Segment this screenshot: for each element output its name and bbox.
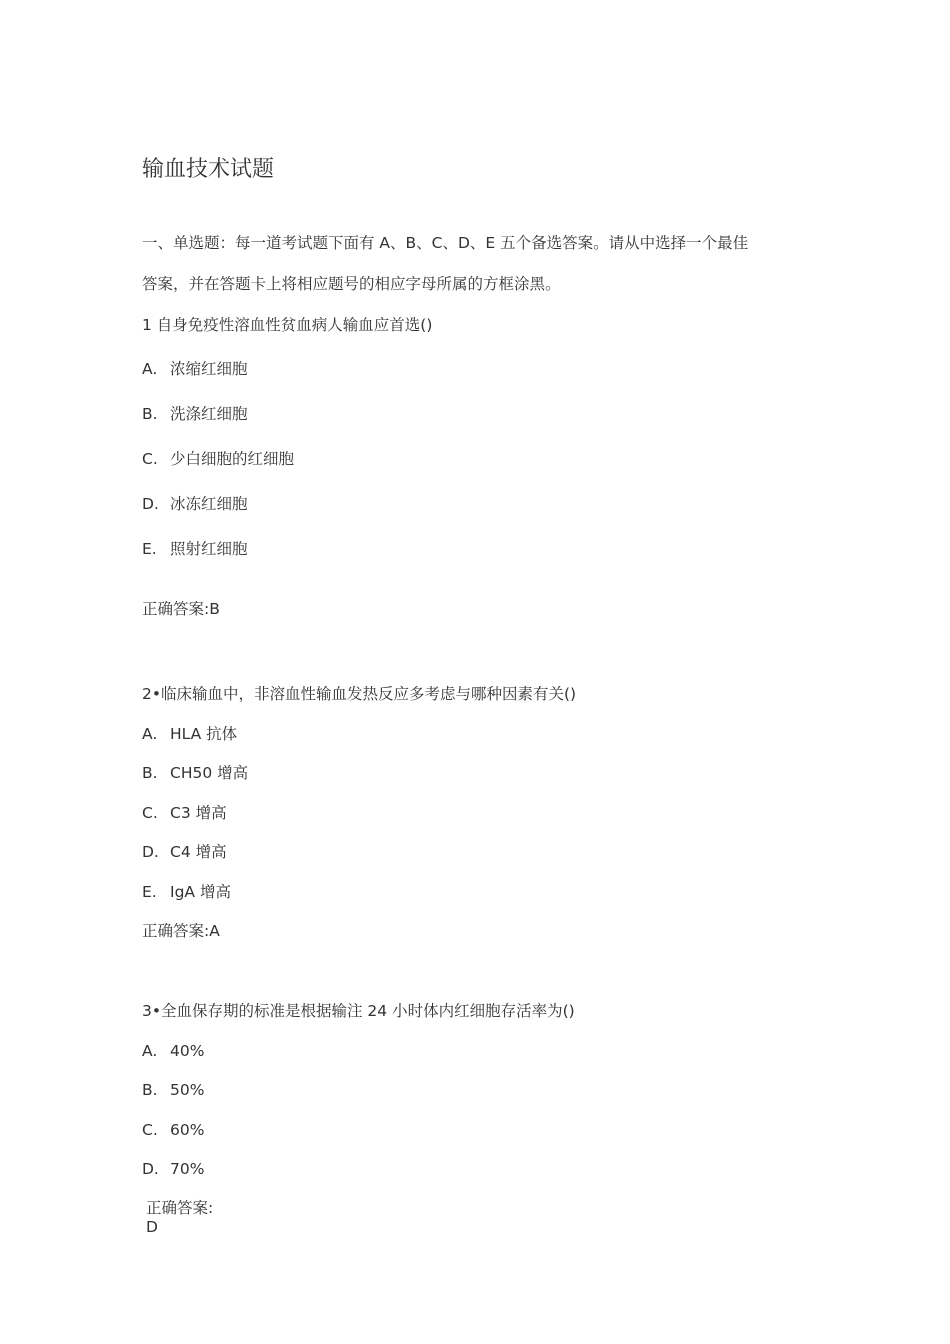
instructions-line-1: 一、单选题：每一道考试题下面有 A、B、C、D、E 五个备选答案。请从中选择一个最佳 bbox=[142, 234, 749, 252]
option-text: CH50 增高 bbox=[170, 764, 249, 782]
option-letter: E. bbox=[142, 540, 157, 558]
option-letter: D. bbox=[142, 1160, 159, 1178]
option-e bbox=[142, 885, 231, 901]
option-letter: C. bbox=[142, 1121, 158, 1139]
option-d bbox=[142, 845, 227, 861]
correct-answer: 正确答案:A bbox=[142, 922, 220, 940]
option-d bbox=[142, 497, 248, 513]
correct-answer-label: 正确答案: bbox=[146, 1199, 214, 1217]
option-text: 冰冻红细胞 bbox=[170, 495, 248, 513]
option-a bbox=[142, 727, 237, 743]
correct-answer-value: D bbox=[146, 1218, 158, 1236]
option-text: 浓缩红细胞 bbox=[170, 360, 248, 378]
option-text: C4 增高 bbox=[170, 843, 227, 861]
option-text: IgA 增高 bbox=[170, 883, 231, 901]
option-c bbox=[142, 806, 227, 822]
instructions-line-2: 答案，并在答题卡上将相应题号的相应字母所属的方框涂黑。 bbox=[142, 275, 561, 293]
option-text: 60% bbox=[170, 1121, 205, 1139]
option-b bbox=[142, 1083, 204, 1099]
option-a bbox=[142, 362, 248, 378]
option-text: 洗涤红细胞 bbox=[170, 405, 248, 423]
option-text: 70% bbox=[170, 1160, 205, 1178]
option-letter: E. bbox=[142, 883, 157, 901]
option-text: 少白细胞的红细胞 bbox=[170, 450, 295, 468]
correct-answer: 正确答案:B bbox=[142, 600, 220, 618]
option-b bbox=[142, 407, 248, 423]
option-d bbox=[142, 1162, 204, 1178]
option-c bbox=[142, 452, 294, 468]
option-letter: B. bbox=[142, 1081, 158, 1099]
option-letter: A. bbox=[142, 725, 158, 743]
option-text: 照射红细胞 bbox=[170, 540, 248, 558]
option-text: C3 增高 bbox=[170, 804, 227, 822]
option-letter: C. bbox=[142, 450, 158, 468]
option-a bbox=[142, 1044, 204, 1060]
option-letter: D. bbox=[142, 843, 159, 861]
question-stem: 1 自身免疫性溶血性贫血病人输血应首选() bbox=[142, 316, 433, 334]
option-c bbox=[142, 1123, 204, 1139]
question-stem: 3•全血保存期的标准是根据输注 24 小时体内红细胞存活率为() bbox=[142, 1002, 575, 1020]
document-title: 输血技术试题 bbox=[142, 157, 275, 182]
question-stem: 2•临床输血中，非溶血性输血发热反应多考虑与哪种因素有关() bbox=[142, 685, 577, 703]
option-letter: B. bbox=[142, 405, 158, 423]
option-letter: A. bbox=[142, 1042, 158, 1060]
option-text: 50% bbox=[170, 1081, 205, 1099]
option-text: HLA 抗体 bbox=[170, 725, 238, 743]
option-e bbox=[142, 542, 248, 558]
option-b bbox=[142, 766, 248, 782]
option-letter: A. bbox=[142, 360, 158, 378]
option-text: 40% bbox=[170, 1042, 205, 1060]
option-letter: B. bbox=[142, 764, 158, 782]
option-letter: D. bbox=[142, 495, 159, 513]
option-letter: C. bbox=[142, 804, 158, 822]
